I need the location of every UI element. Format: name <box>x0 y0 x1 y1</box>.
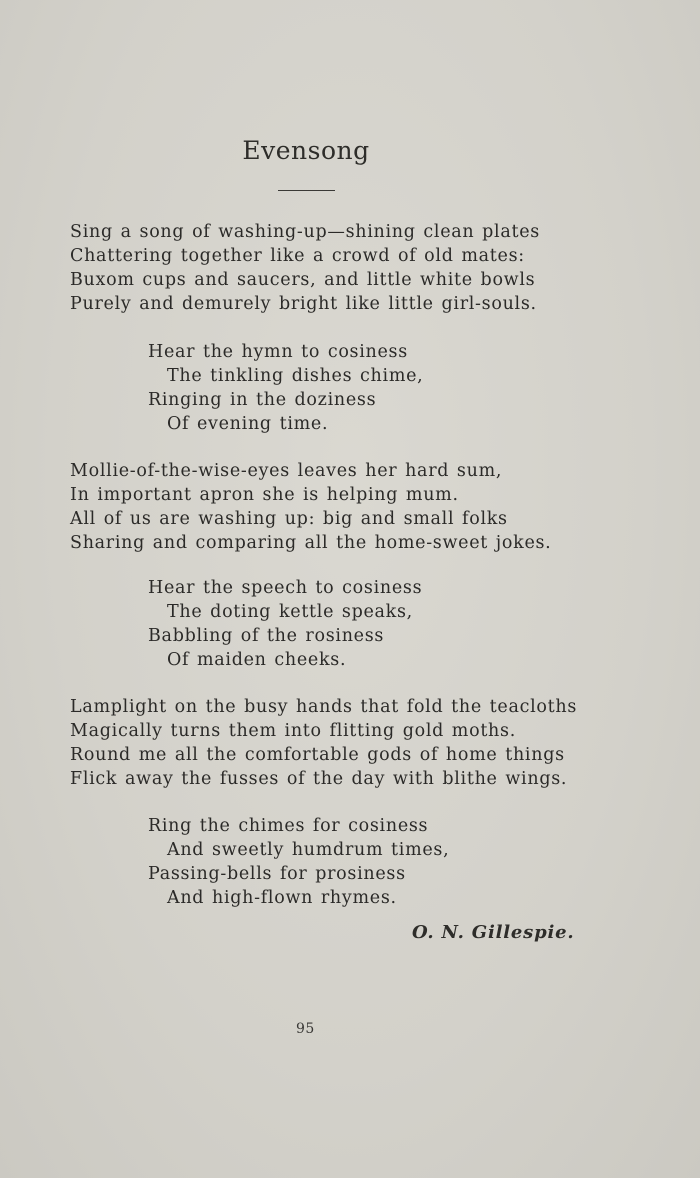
poem-line: And sweetly humdrum times, <box>167 840 450 860</box>
poem-line: Mollie-of-the-wise-eyes leaves her hard sum, <box>70 461 503 481</box>
page-number: 95 <box>296 1021 315 1037</box>
poem-line: Magically turns them into flitting gold moths. <box>70 721 516 741</box>
poem-line: Purely and demurely bright like little girl-souls. <box>70 294 537 314</box>
poem-line: Passing-bells for prosiness <box>148 864 406 884</box>
poem-line: Sharing and comparing all the home-sweet jokes. <box>70 533 552 553</box>
poem-line: Sing a song of washing-up—shining clean plates <box>70 222 540 242</box>
poem-line: The tinkling dishes chime, <box>167 366 424 386</box>
poem-line: Flick away the fusses of the day with blithe wings. <box>70 769 568 789</box>
poem-title: Evensong <box>242 136 370 165</box>
poem-line: Ringing in the doziness <box>148 390 377 410</box>
poem-line: Chattering together like a crowd of old mates: <box>70 246 525 266</box>
poem-line: Babbling of the rosiness <box>148 626 385 646</box>
poem-line: All of us are washing up: big and small folks <box>70 509 508 529</box>
poem-line: Hear the hymn to cosiness <box>148 342 408 362</box>
poem-line: Round me all the comfortable gods of home things <box>70 745 565 765</box>
poem-line: Of evening time. <box>167 414 329 434</box>
poem-line: Lamplight on the busy hands that fold the teacloths <box>70 697 577 717</box>
poem-line: Ring the chimes for cosiness <box>148 816 429 836</box>
poem-line: The doting kettle speaks, <box>167 602 413 622</box>
poem-line: Of maiden cheeks. <box>167 650 347 670</box>
poem-line: In important apron she is helping mum. <box>70 485 459 505</box>
author-signature: O. N. Gillespie. <box>412 922 575 943</box>
title-divider <box>278 190 335 191</box>
poem-line: Buxom cups and saucers, and little white bowls <box>70 270 536 290</box>
poem-line: Hear the speech to cosiness <box>148 578 423 598</box>
poem-line: And high-flown rhymes. <box>167 888 397 908</box>
